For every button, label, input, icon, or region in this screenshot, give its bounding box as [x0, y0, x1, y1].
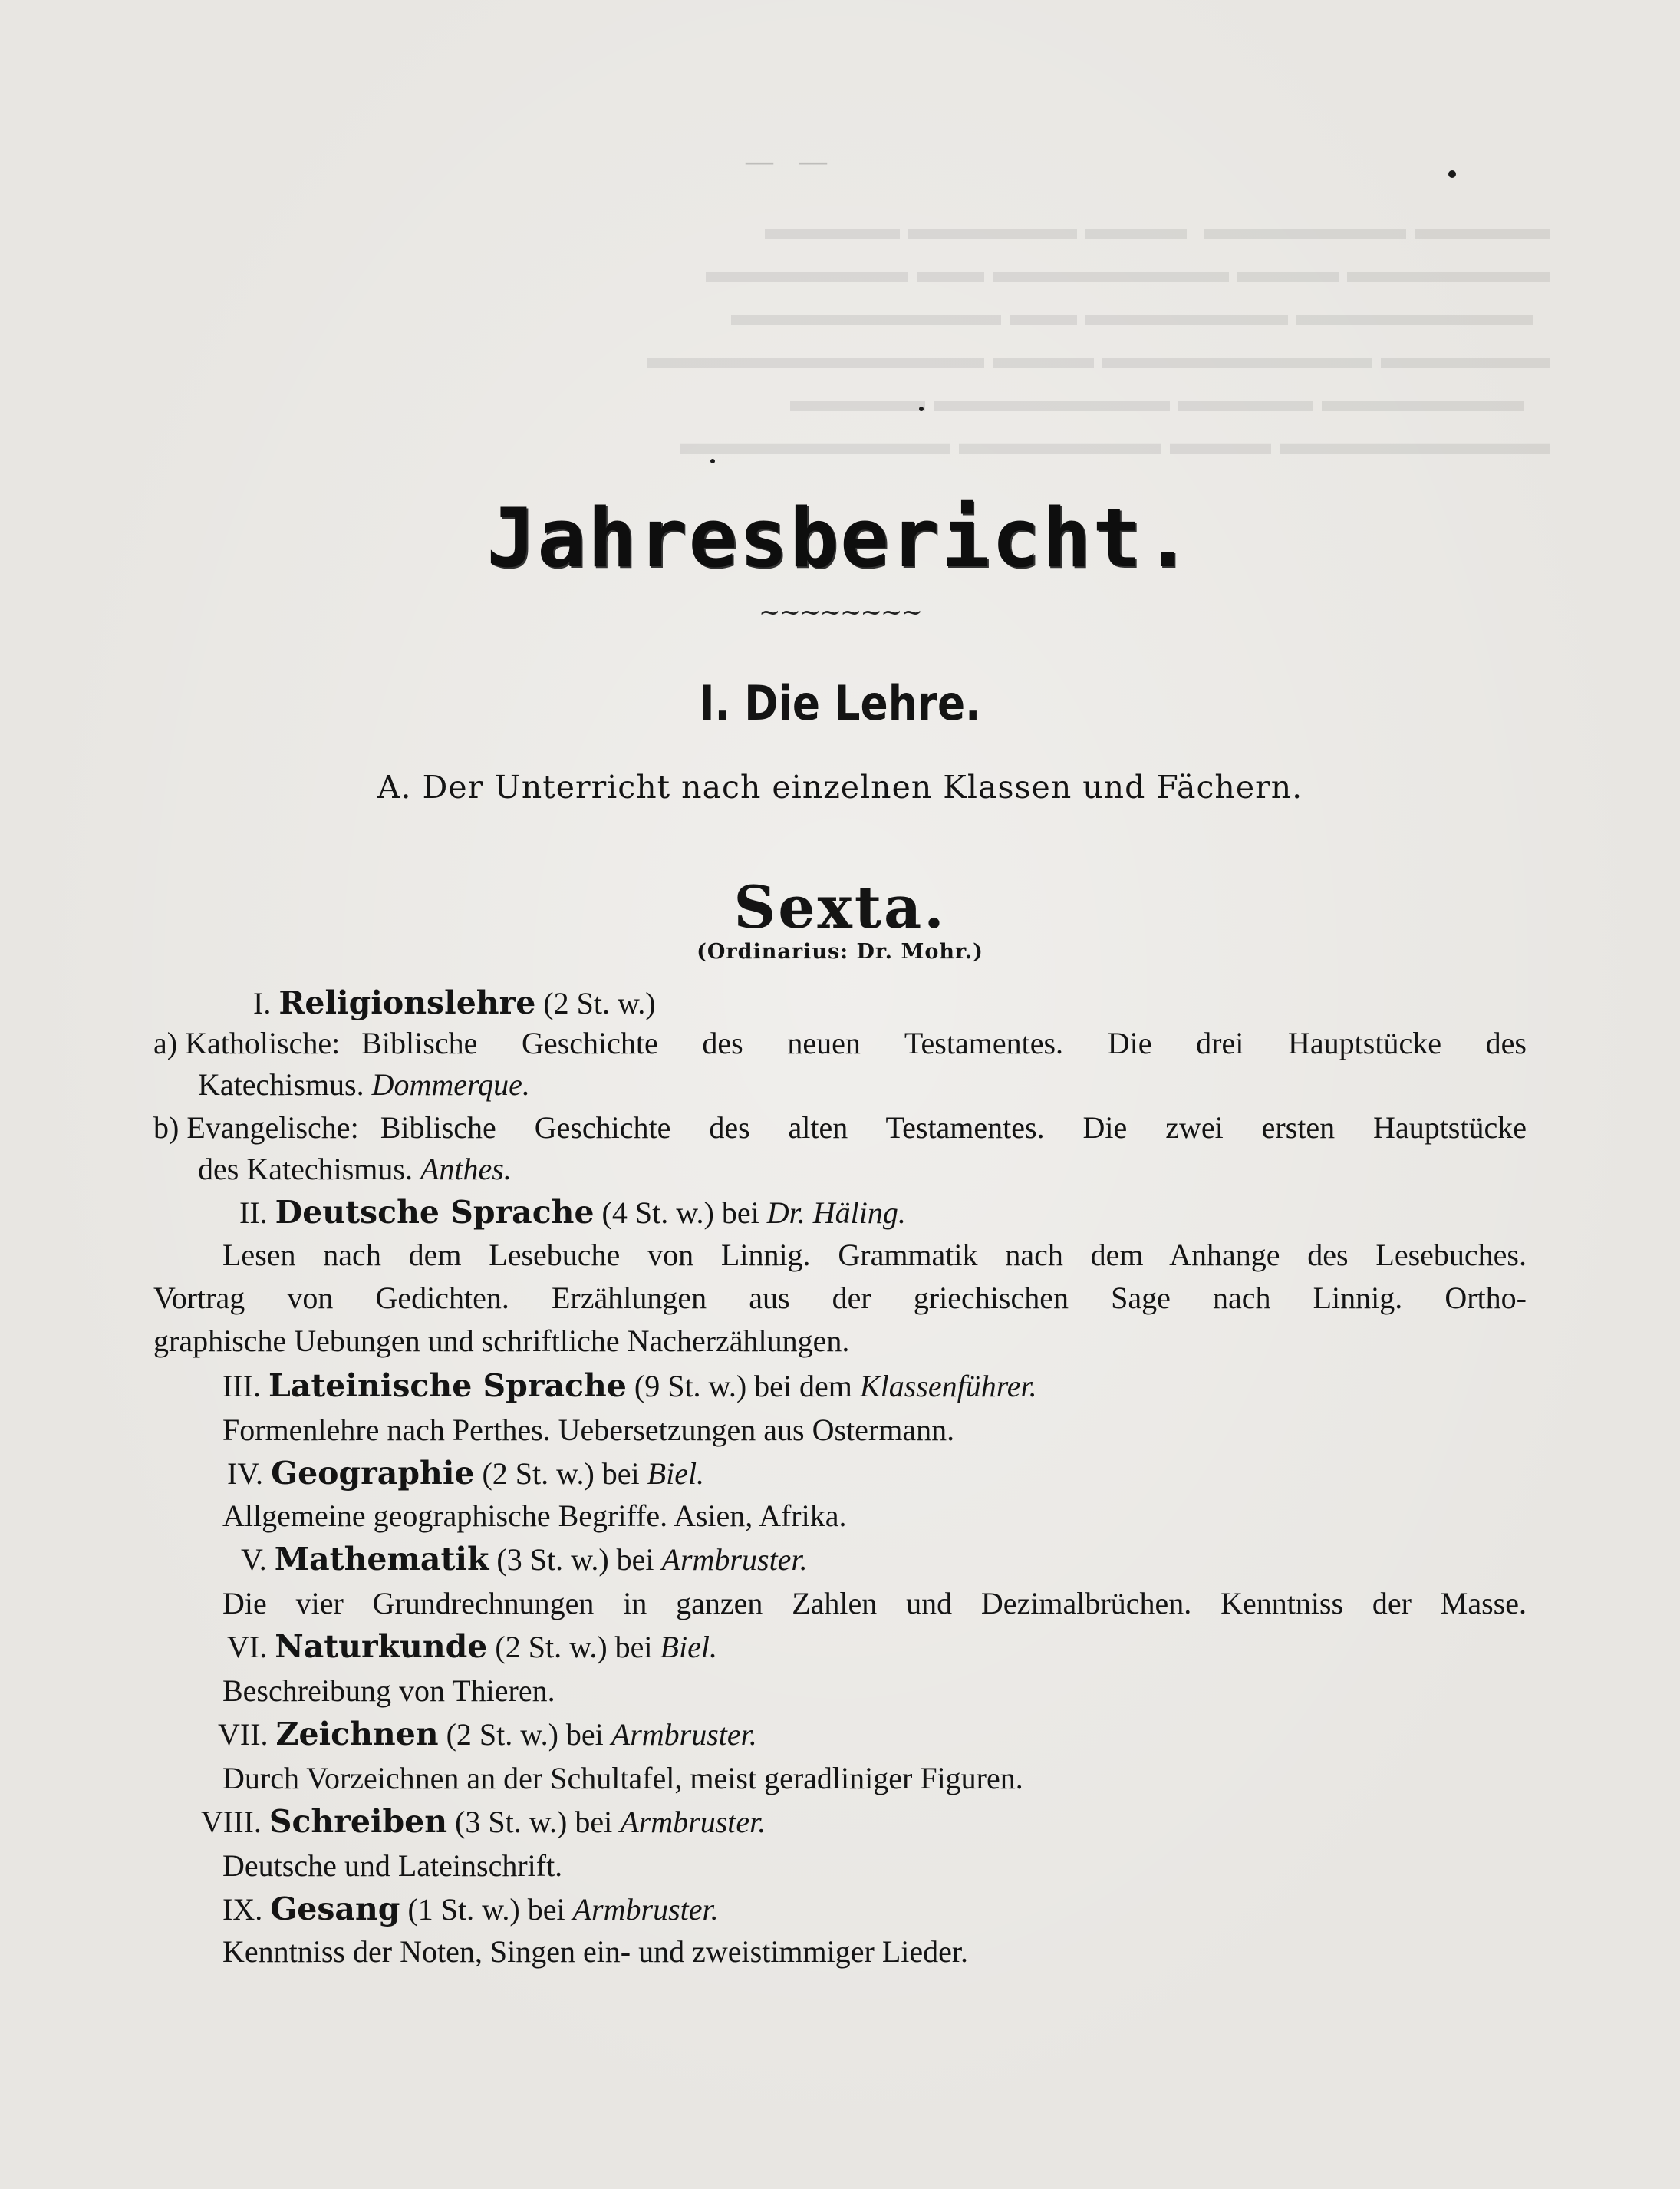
subject-number: VII.: [218, 1717, 268, 1752]
teacher-name: Anthes.: [420, 1152, 512, 1186]
subject-name: Deutsche Sprache: [275, 1194, 595, 1231]
page-title: Jahresbericht.: [486, 491, 1194, 585]
catholic-content: Biblische Geschichte des neuen Testamentes. Die drei Hauptstücke des: [361, 1026, 1527, 1060]
subject-number: V.: [241, 1542, 267, 1577]
geographie-line-1: Allgemeine geographische Begriffe. Asien, Afrika.: [222, 1498, 847, 1533]
deutsch-line-1: Lesen nach dem Lesebuche von Linnig. Grammatik nach dem Anhange des Lesebuches.: [222, 1238, 1527, 1272]
ink-speck: [919, 407, 924, 411]
subject-name: Zeichnen: [275, 1716, 439, 1752]
mathematik-line-1: Die vier Grundrechnungen in ganzen Zahlen und Dezimalbrüchen. Kenntniss der Masse.: [222, 1586, 1527, 1620]
class-title: Sexta.: [733, 873, 947, 941]
protestant-label: b) Evangelische:: [153, 1110, 359, 1145]
protestant-content: Biblische Geschichte des alten Testamentes. Die zwei ersten Hauptstücke: [380, 1110, 1527, 1145]
deutsch-line-3: graphische Uebungen und schriftliche Nacherzählungen.: [153, 1324, 850, 1358]
subject-number: IX.: [222, 1892, 263, 1927]
subject-hours: (2 St. w.): [543, 986, 656, 1020]
subject-hours: (2 St. w.) bei: [495, 1630, 653, 1664]
ordinarius: (Ordinarius: Dr. Mohr.): [697, 940, 983, 964]
religion-line-b-cont: [198, 1151, 512, 1188]
teacher-name: Biel.: [647, 1456, 705, 1491]
subject-heading-zeichnen: [218, 1716, 757, 1753]
teacher-name: Armbruster.: [661, 1542, 808, 1577]
subject-name: Schreiben: [268, 1803, 448, 1840]
teacher-name: Armbruster.: [572, 1892, 719, 1927]
teacher-name: Biel.: [660, 1630, 717, 1664]
teacher-name: Armbruster.: [611, 1717, 757, 1752]
subject-heading-latein: [222, 1367, 1037, 1405]
subsection-title: A. Der Unterricht nach einzelnen Klassen und Fächern.: [377, 769, 1303, 806]
latein-line-1: Formenlehre nach Perthes. Uebersetzungen aus Ostermann.: [222, 1413, 955, 1447]
subject-name: Religionslehre: [278, 984, 536, 1021]
subject-heading-religion: [253, 984, 656, 1022]
naturkunde-line-1: Beschreibung von Thieren.: [222, 1673, 555, 1708]
subject-name: Geographie: [271, 1455, 475, 1492]
subject-number: VI.: [227, 1630, 268, 1664]
subject-name: Naturkunde: [275, 1628, 488, 1665]
page-number-mark: ——: [744, 144, 852, 180]
subject-heading-gesang: [222, 1891, 719, 1928]
section-title: I. Die Lehre.: [699, 675, 981, 731]
subject-name: Gesang: [270, 1891, 400, 1927]
subject-hours: (2 St. w.) bei: [482, 1456, 640, 1491]
religion-line-a-cont: [198, 1066, 530, 1103]
subject-heading-mathematik: [241, 1541, 808, 1578]
catholic-label: a) Katholische:: [153, 1026, 341, 1060]
subject-number: IV.: [227, 1456, 264, 1491]
religion-line-b: [153, 1109, 1527, 1146]
subject-heading-geographie: [227, 1455, 704, 1492]
subject-number: II.: [239, 1195, 268, 1230]
ink-speck: [710, 459, 715, 463]
subject-hours: (3 St. w.) bei: [455, 1805, 613, 1839]
subject-hours: (3 St. w.) bei: [496, 1542, 654, 1577]
subject-heading-deutsch: [239, 1194, 906, 1231]
religion-line-a: [153, 1025, 1527, 1062]
subject-hours: (2 St. w.) bei: [446, 1717, 604, 1752]
teacher-name: Dr. Häling.: [766, 1195, 906, 1230]
protestant-content-cont: des Katechismus.: [198, 1152, 413, 1186]
subject-number: I.: [253, 986, 272, 1020]
ink-speck: [1448, 170, 1456, 178]
subject-number: III.: [222, 1369, 261, 1403]
subject-hours: (4 St. w.) bei: [601, 1195, 759, 1230]
subject-hours: (9 St. w.) bei dem: [634, 1369, 852, 1403]
teacher-name: Klassenführer.: [859, 1369, 1037, 1403]
bleed-through-texture: ▬▬▬▬ ▬▬▬▬▬▬ ▬▬▬ ▬▬▬▬▬ ▬▬▬▬ ▬▬▬▬▬▬ ▬▬▬ ▬▬▬▬▬▬▬ ▬▬ ▬▬▬▬▬▬ ▬▬▬▬▬▬▬ ▬▬▬▬▬▬ ▬▬ ▬▬▬▬▬▬▬▬ ▬▬▬▬▬ ▬▬▬▬▬▬▬▬ ▬▬▬ ▬▬▬▬▬▬▬▬▬▬ ▬▬▬▬▬▬ ▬▬▬▬ ▬▬▬▬▬▬▬ ▬▬▬▬ ▬▬▬▬▬▬▬▬ ▬▬▬ ▬▬▬▬▬▬ ▬▬▬▬▬▬▬▬: [647, 209, 1550, 462]
schreiben-line-1: Deutsche und Lateinschrift.: [222, 1848, 563, 1883]
subject-number: VIII.: [201, 1805, 262, 1839]
subject-heading-naturkunde: [227, 1628, 717, 1666]
subject-heading-schreiben: [201, 1803, 766, 1841]
gesang-line-1: Kenntniss der Noten, Singen ein- und zweistimmiger Lieder.: [222, 1934, 969, 1969]
subject-hours: (1 St. w.) bei: [407, 1892, 565, 1927]
subject-name: Lateinische Sprache: [268, 1367, 627, 1404]
deutsch-line-2: Vortrag von Gedichten. Erzählungen aus der griechischen Sage nach Linnig. Ortho-: [153, 1281, 1527, 1315]
title-ornament-divider: ~~~~~~~~: [759, 597, 921, 628]
catholic-content-cont: Katechismus.: [198, 1067, 364, 1102]
teacher-name: Armbruster.: [620, 1805, 766, 1839]
zeichnen-line-1: Durch Vorzeichnen an der Schultafel, meist geradliniger Figuren.: [222, 1761, 1023, 1795]
teacher-name: Dommerque.: [371, 1067, 530, 1102]
subject-name: Mathematik: [274, 1541, 489, 1577]
